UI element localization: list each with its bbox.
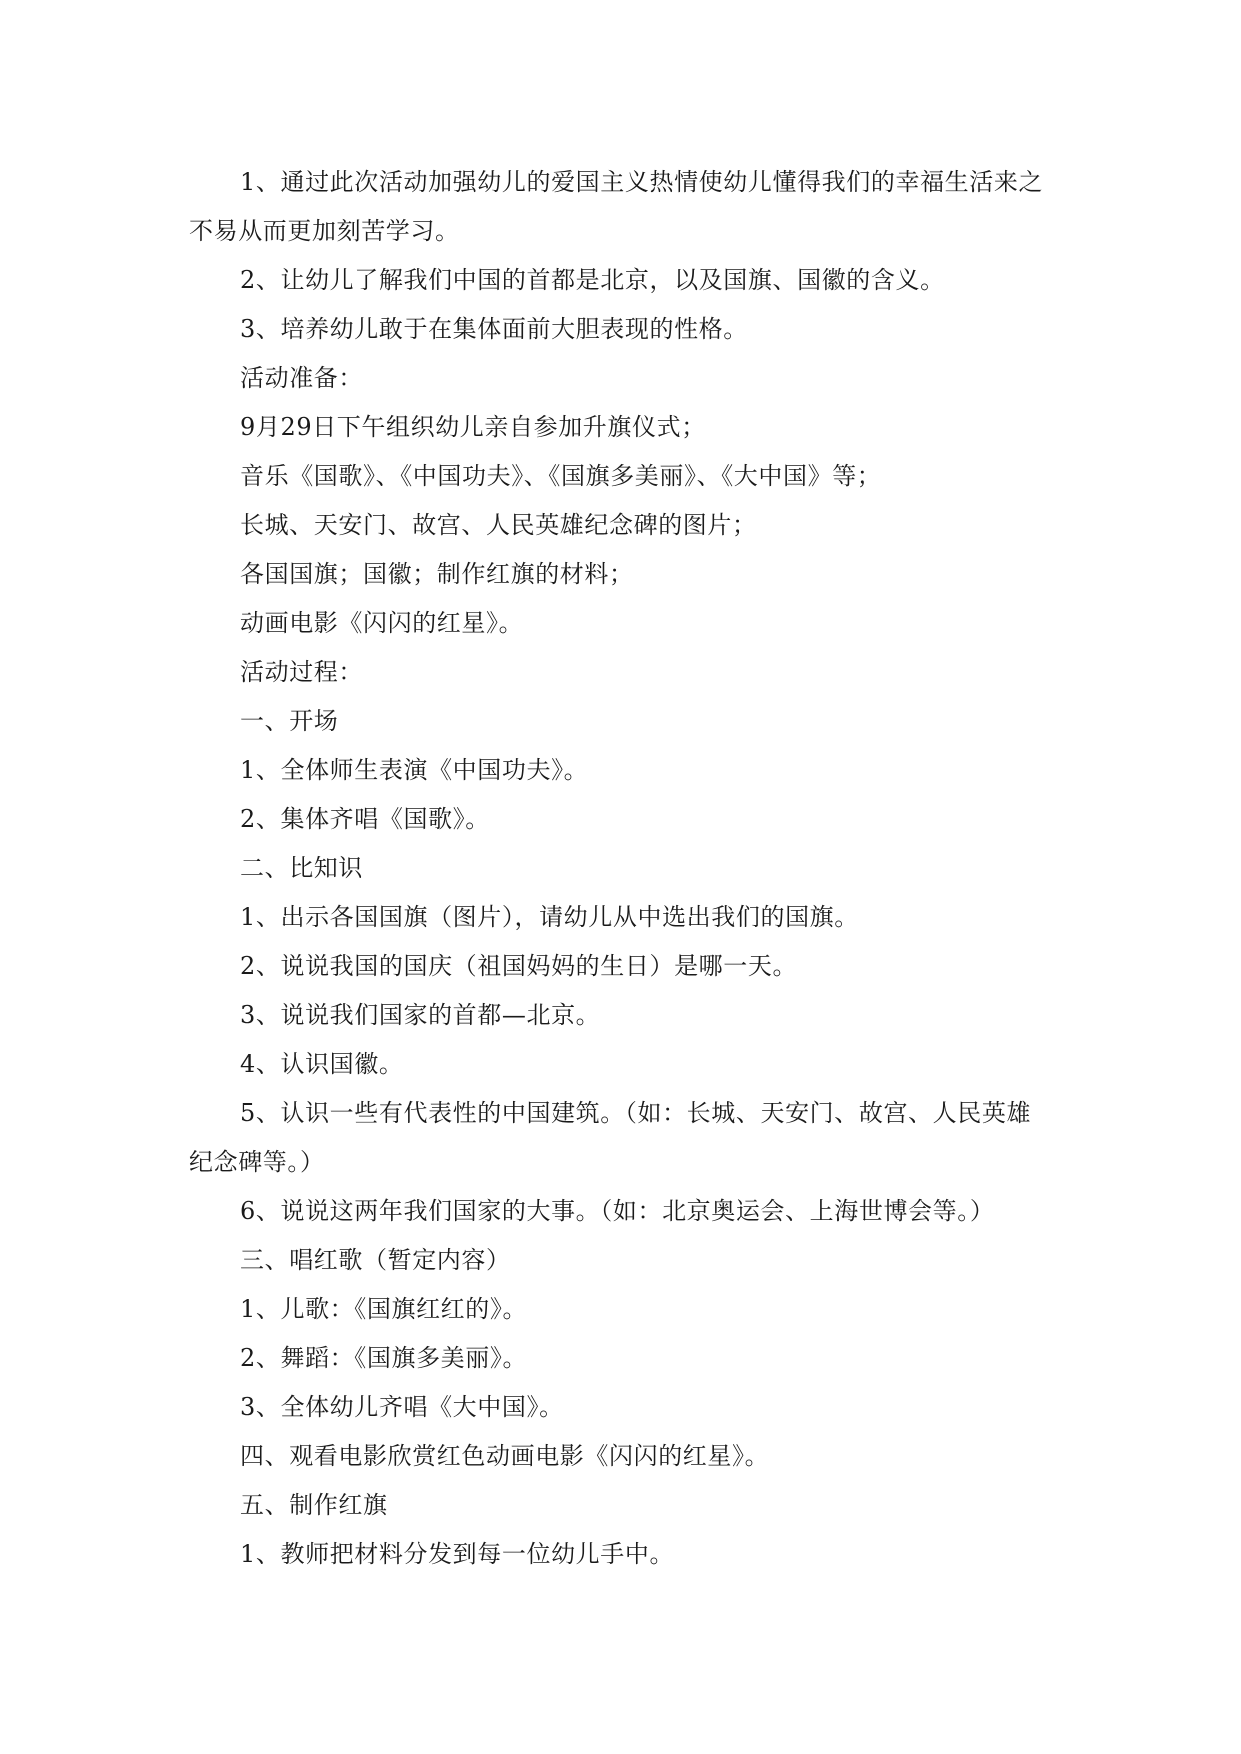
list-item: 1、全体师生表演《中国功夫》。 <box>240 756 589 784</box>
list-item: 6、说说这两年我们国家的大事。（如：北京奥运会、上海世博会等。） <box>240 1197 995 1225</box>
preparation-item: 长城、天安门、故宫、人民英雄纪念碑的图片； <box>240 511 757 539</box>
list-item: 4、认识国徽。 <box>240 1050 404 1078</box>
objective-3: 3、培养幼儿敢于在集体面前大胆表现的性格。 <box>240 315 748 343</box>
objective-2: 2、让幼儿了解我们中国的首都是北京，以及国旗、国徽的含义。 <box>240 266 945 294</box>
objective-1: 1、通过此次活动加强幼儿的爱国主义热情使幼儿懂得我们的幸福生活来之不易从而更加刻苦学习。 <box>189 168 1044 245</box>
document-body <box>189 158 1049 1579</box>
section-heading: 三、唱红歌（暂定内容） <box>240 1246 511 1274</box>
list-item: 1、出示各国国旗（图片），请幼儿从中选出我们的国旗。 <box>240 903 859 931</box>
list-item: 1、儿歌：《国旗红红的》。 <box>240 1295 528 1323</box>
section-heading: 一、开场 <box>240 707 339 735</box>
preparation-item: 9月29日下午组织幼儿亲自参加升旗仪式； <box>240 413 706 441</box>
list-item: 3、说说我们国家的首都—北京。 <box>240 1001 601 1029</box>
preparation-item: 动画电影《闪闪的红星》。 <box>240 609 524 637</box>
list-item: 1、教师把材料分发到每一位幼儿手中。 <box>240 1540 675 1568</box>
list-item: 5、认识一些有代表性的中国建筑。（如：长城、天安门、故宫、人民英雄纪念碑等。） <box>189 1099 1032 1176</box>
preparation-item: 各国国旗；国徽；制作红旗的材料； <box>240 560 634 588</box>
list-item: 2、集体齐唱《国歌》。 <box>240 805 490 833</box>
preparation-heading: 活动准备： <box>240 364 363 392</box>
section-heading: 二、比知识 <box>240 854 363 882</box>
list-item: 2、说说我国的国庆（祖国妈妈的生日）是哪一天。 <box>240 952 798 980</box>
section-heading: 四、观看电影欣赏红色动画电影《闪闪的红星》。 <box>240 1442 770 1470</box>
preparation-item: 音乐《国歌》、《中国功夫》、《国旗多美丽》、《大中国》等； <box>240 462 882 490</box>
list-item: 3、全体幼儿齐唱《大中国》。 <box>240 1393 564 1421</box>
list-item: 2、舞蹈：《国旗多美丽》。 <box>240 1344 528 1372</box>
process-heading: 活动过程： <box>240 658 363 686</box>
section-heading: 五、制作红旗 <box>240 1491 388 1519</box>
